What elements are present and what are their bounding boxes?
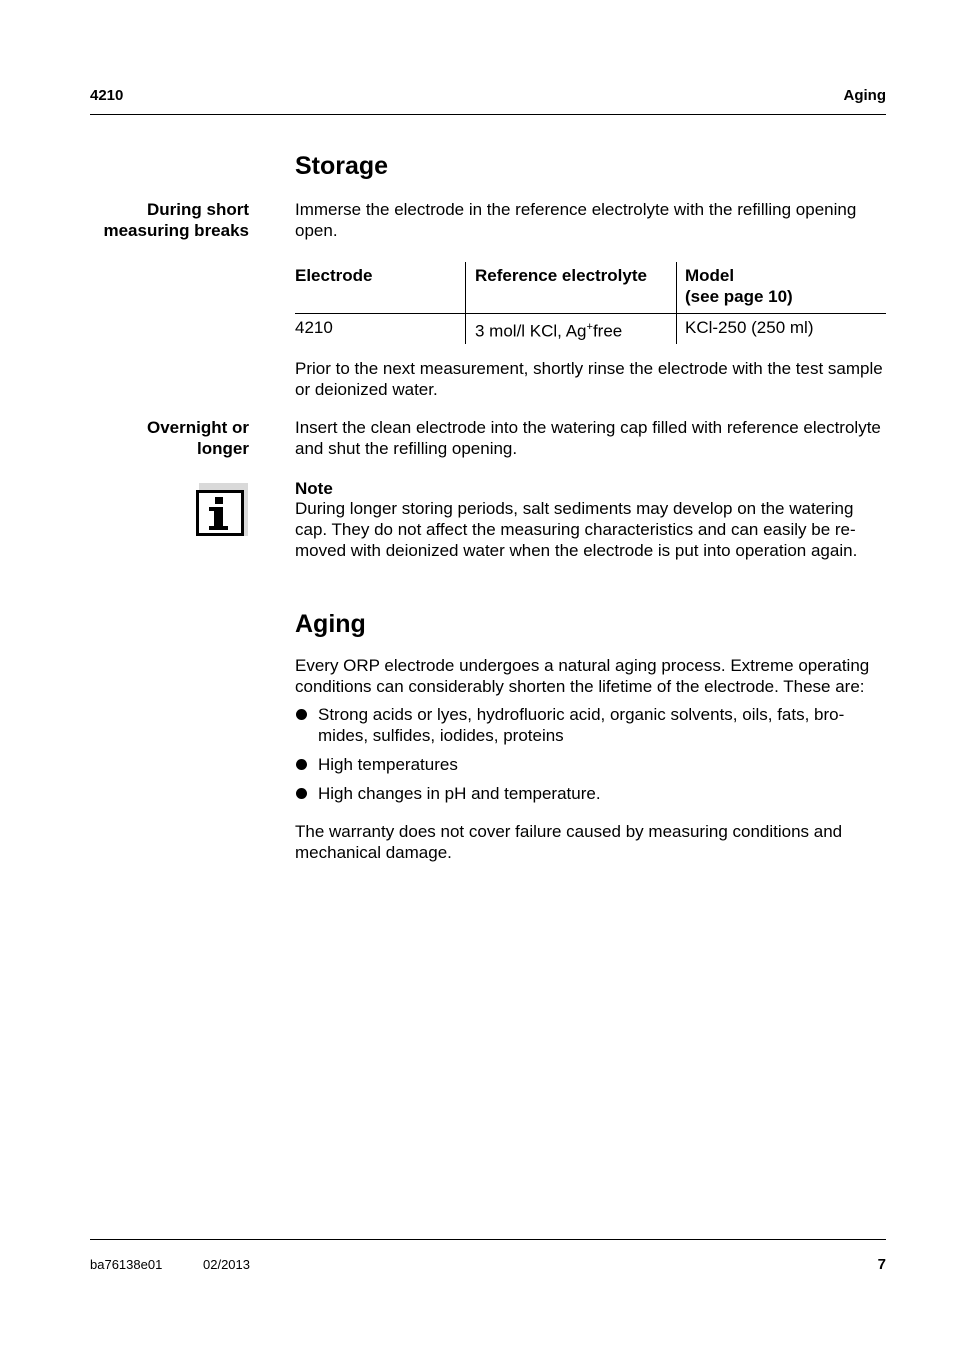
overnight-label — [147, 417, 249, 459]
short-breaks-label — [103, 199, 249, 241]
footer-date: 02/2013 — [203, 1257, 250, 1272]
overnight-label-line2: longer — [197, 439, 249, 458]
electrolyte-text-post: free — [592, 321, 623, 341]
header-rule — [90, 114, 886, 115]
table-header-row — [295, 262, 886, 314]
short-breaks-label-line2: measuring breaks — [103, 221, 249, 240]
table-row — [295, 314, 886, 345]
overnight-label-line1: Overnight or — [146, 418, 249, 437]
aging-heading: Aging — [295, 610, 366, 638]
warranty-text: The warranty does not cover failure caused by measuring conditions and mechanical damage. — [295, 822, 843, 862]
short-breaks-text: Immerse the electrode in the reference electrolyte with the refilling opening open. — [295, 200, 857, 240]
table-header-model — [677, 262, 887, 314]
electrolyte-table — [295, 262, 886, 344]
storage-heading: Storage — [295, 152, 389, 180]
table-cell-model: KCl-250 (250 ml) — [677, 314, 887, 345]
info-icon — [196, 483, 248, 539]
list-item-text: High temperatures — [318, 755, 458, 774]
aging-intro: Every ORP electrode undergoes a natural aging process. Extreme operating conditions can considerably shorten the lifetime of the electrode. These are: — [295, 656, 870, 696]
table-header-electrode: Electrode — [295, 262, 466, 314]
note-text: During longer storing periods, salt sediments may develop on the watering cap. They do not affect the measuring characteristics and can easily be re-moved with deionized water when the electrode is put into operation again. — [295, 499, 858, 560]
list-item — [295, 754, 890, 775]
footer-doc-id: ba76138e01 — [90, 1257, 163, 1272]
header-doc-number: 4210 — [90, 87, 124, 104]
table-cell-electrolyte — [466, 314, 677, 345]
short-breaks-label-line1: During short — [147, 200, 249, 219]
bullet-icon — [296, 709, 307, 720]
electrolyte-text-pre: 3 mol/l KCl, Ag — [475, 321, 587, 341]
overnight-text: Insert the clean electrode into the watering cap filled with reference electrolyte and shut the refilling opening. — [295, 418, 881, 458]
table-cell-electrode: 4210 — [295, 318, 333, 337]
page-number: 7 — [877, 1256, 886, 1273]
aging-conditions-list — [295, 704, 890, 812]
bullet-icon — [296, 759, 307, 770]
list-item — [295, 783, 890, 804]
rinse-text: Prior to the next measurement, shortly rinse the electrode with the test sample or deionized water. — [295, 359, 883, 399]
table-header-model-sub: (see page 10) — [685, 287, 793, 306]
list-item — [295, 704, 890, 746]
list-item-text: High changes in pH and temperature. — [318, 784, 601, 803]
table-header-model-label: Model — [685, 266, 735, 285]
footer-rule — [90, 1239, 886, 1240]
table-header-electrolyte: Reference electrolyte — [466, 262, 677, 314]
bullet-icon — [296, 788, 307, 799]
header-section-title: Aging — [843, 87, 886, 104]
electrolyte-superscript: + — [586, 321, 593, 333]
list-item-text: Strong acids or lyes, hydrofluoric acid, organic solvents, oils, fats, bro-mides, sulfides, iodides, proteins — [318, 705, 845, 745]
note-title: Note — [295, 479, 333, 498]
